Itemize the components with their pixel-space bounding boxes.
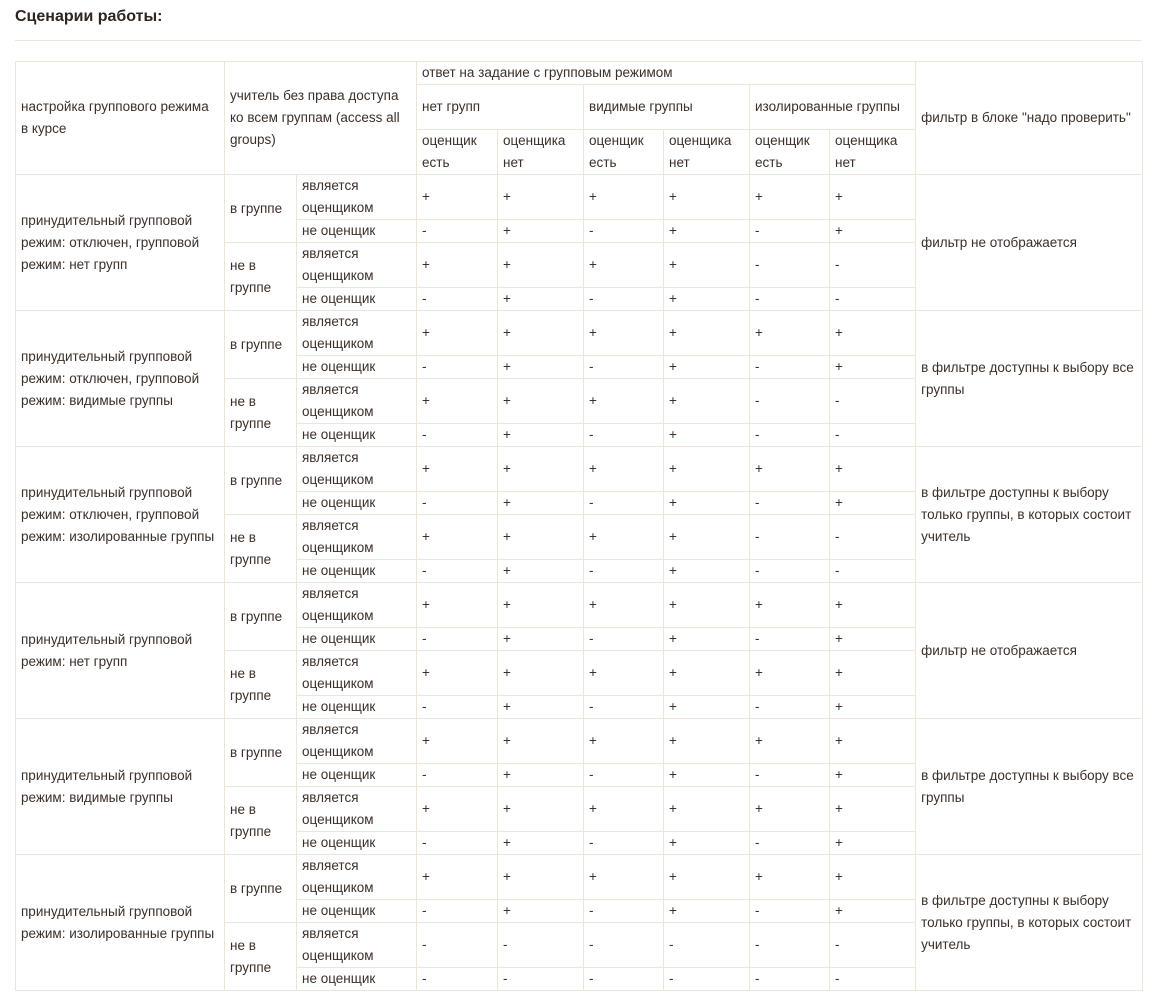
header-grader: оценщик есть — [584, 130, 664, 175]
access-value-cell: + — [498, 515, 584, 560]
grader-status-is-grader: является оценщиком — [297, 923, 417, 968]
access-value-cell: + — [664, 379, 750, 424]
access-value-cell: + — [417, 379, 498, 424]
access-value-cell: - — [750, 515, 830, 560]
access-value-cell: + — [417, 447, 498, 492]
access-value-cell: + — [584, 719, 664, 764]
access-value-cell: + — [584, 243, 664, 288]
header-answer: ответ на задание с групповым режимом — [417, 62, 916, 85]
access-value-cell: + — [584, 787, 664, 832]
access-value-cell: + — [498, 447, 584, 492]
access-value-cell: - — [584, 492, 664, 515]
grader-status-is-grader: является оценщиком — [297, 447, 417, 492]
grader-status-not-grader: не оценщик — [297, 492, 417, 515]
access-value-cell: + — [498, 220, 584, 243]
header-group-none: нет групп — [417, 85, 584, 130]
access-value-cell: + — [498, 288, 584, 311]
access-value-cell: - — [417, 492, 498, 515]
access-value-cell: - — [417, 832, 498, 855]
access-value-cell: - — [584, 968, 664, 991]
access-value-cell: + — [830, 855, 916, 900]
access-value-cell: + — [750, 719, 830, 764]
access-value-cell: + — [498, 356, 584, 379]
access-value-cell: + — [664, 220, 750, 243]
access-value-cell: - — [830, 288, 916, 311]
grader-status-not-grader: не оценщик — [297, 900, 417, 923]
table-row — [16, 719, 1143, 764]
section-filter: в фильтре доступны к выбору только группы, в которых состоит учитель — [916, 855, 1143, 991]
access-value-cell: + — [664, 356, 750, 379]
access-value-cell: + — [664, 311, 750, 356]
access-value-cell: - — [750, 900, 830, 923]
access-value-cell: - — [584, 560, 664, 583]
access-value-cell: + — [664, 764, 750, 787]
access-value-cell: - — [417, 968, 498, 991]
teacher-not-in-group: не в группе — [225, 243, 297, 311]
access-value-cell: - — [750, 424, 830, 447]
grader-status-not-grader: не оценщик — [297, 356, 417, 379]
table-row — [16, 855, 1143, 900]
section-filter: в фильтре доступны к выбору все группы — [916, 719, 1143, 855]
access-value-cell: + — [830, 220, 916, 243]
access-value-cell: + — [417, 311, 498, 356]
grader-status-not-grader: не оценщик — [297, 628, 417, 651]
access-value-cell: + — [830, 832, 916, 855]
grader-status-is-grader: является оценщиком — [297, 175, 417, 220]
teacher-not-in-group: не в группе — [225, 923, 297, 991]
access-value-cell: + — [498, 764, 584, 787]
access-value-cell: + — [830, 719, 916, 764]
access-value-cell: + — [498, 696, 584, 719]
access-value-cell: + — [664, 719, 750, 764]
access-value-cell: - — [750, 696, 830, 719]
title-divider — [15, 40, 1141, 41]
header-group-visible: видимые группы — [584, 85, 750, 130]
teacher-in-group: в группе — [225, 855, 297, 923]
access-value-cell: - — [417, 288, 498, 311]
access-value-cell: + — [830, 311, 916, 356]
teacher-in-group: в группе — [225, 175, 297, 243]
access-value-cell: - — [584, 288, 664, 311]
access-value-cell: - — [584, 220, 664, 243]
access-value-cell: + — [664, 175, 750, 220]
access-value-cell: + — [498, 900, 584, 923]
access-value-cell: + — [830, 492, 916, 515]
table-body — [16, 62, 1143, 991]
access-value-cell: + — [830, 651, 916, 696]
access-value-cell: + — [830, 356, 916, 379]
access-value-cell: - — [417, 424, 498, 447]
scenarios-table — [15, 61, 1143, 991]
section-filter: в фильтре доступны к выбору только группы, в которых состоит учитель — [916, 447, 1143, 583]
access-value-cell: - — [584, 696, 664, 719]
header-grader: оценщик есть — [417, 130, 498, 175]
access-value-cell: + — [584, 651, 664, 696]
access-value-cell: - — [750, 356, 830, 379]
access-value-cell: + — [498, 719, 584, 764]
access-value-cell: + — [584, 447, 664, 492]
grader-status-is-grader: является оценщиком — [297, 651, 417, 696]
grader-status-is-grader: является оценщиком — [297, 719, 417, 764]
access-value-cell: + — [750, 787, 830, 832]
section-setting: принудительный групповой режим: отключен, групповой режим: видимые группы — [16, 311, 225, 447]
teacher-in-group: в группе — [225, 583, 297, 651]
section-setting: принудительный групповой режим: отключен, групповой режим: нет групп — [16, 175, 225, 311]
access-value-cell: + — [750, 175, 830, 220]
access-value-cell: - — [830, 379, 916, 424]
access-value-cell: + — [664, 424, 750, 447]
section-setting: принудительный групповой режим: отключен, групповой режим: изолированные группы — [16, 447, 225, 583]
section-setting: принудительный групповой режим: видимые группы — [16, 719, 225, 855]
access-value-cell: + — [750, 855, 830, 900]
access-value-cell: + — [750, 583, 830, 628]
access-value-cell: + — [664, 447, 750, 492]
access-value-cell: - — [750, 968, 830, 991]
access-value-cell: + — [498, 560, 584, 583]
page-title: Сценарии работы: — [15, 8, 163, 25]
teacher-not-in-group: не в группе — [225, 379, 297, 447]
access-value-cell: - — [417, 628, 498, 651]
access-value-cell: + — [417, 651, 498, 696]
access-value-cell: + — [830, 628, 916, 651]
section-filter: фильтр не отображается — [916, 175, 1143, 311]
access-value-cell: - — [584, 832, 664, 855]
access-value-cell: + — [417, 855, 498, 900]
access-value-cell: - — [498, 923, 584, 968]
access-value-cell: - — [830, 424, 916, 447]
header-row — [16, 62, 1143, 85]
access-value-cell: + — [498, 787, 584, 832]
access-value-cell: + — [498, 379, 584, 424]
access-value-cell: + — [417, 515, 498, 560]
access-value-cell: - — [830, 560, 916, 583]
access-value-cell: + — [584, 855, 664, 900]
access-value-cell: - — [750, 288, 830, 311]
access-value-cell: + — [830, 787, 916, 832]
access-value-cell: - — [750, 220, 830, 243]
access-value-cell: + — [664, 492, 750, 515]
table-row — [16, 447, 1143, 492]
table-row — [16, 583, 1143, 628]
section-filter: в фильтре доступны к выбору все группы — [916, 311, 1143, 447]
grader-status-is-grader: является оценщиком — [297, 787, 417, 832]
header-group-isolated: изолированные группы — [750, 85, 916, 130]
access-value-cell: - — [750, 560, 830, 583]
access-value-cell: + — [417, 719, 498, 764]
access-value-cell: + — [750, 311, 830, 356]
access-value-cell: + — [498, 243, 584, 288]
teacher-not-in-group: не в группе — [225, 787, 297, 855]
grader-status-not-grader: не оценщик — [297, 220, 417, 243]
grader-status-is-grader: является оценщиком — [297, 311, 417, 356]
access-value-cell: + — [584, 175, 664, 220]
header-grader: оценщика нет — [498, 130, 584, 175]
section-setting: принудительный групповой режим: нет групп — [16, 583, 225, 719]
access-value-cell: - — [750, 492, 830, 515]
access-value-cell: + — [830, 764, 916, 787]
access-value-cell: - — [750, 379, 830, 424]
access-value-cell: - — [750, 243, 830, 288]
grader-status-is-grader: является оценщиком — [297, 515, 417, 560]
access-value-cell: + — [498, 424, 584, 447]
teacher-not-in-group: не в группе — [225, 651, 297, 719]
grader-status-not-grader: не оценщик — [297, 832, 417, 855]
grader-status-not-grader: не оценщик — [297, 560, 417, 583]
access-value-cell: - — [584, 424, 664, 447]
grader-status-is-grader: является оценщиком — [297, 379, 417, 424]
access-value-cell: + — [584, 311, 664, 356]
access-value-cell: + — [664, 288, 750, 311]
access-value-cell: + — [664, 855, 750, 900]
teacher-in-group: в группе — [225, 447, 297, 515]
table-row — [16, 175, 1143, 220]
header-filter: фильтр в блоке "надо проверить" — [916, 62, 1143, 175]
access-value-cell: - — [417, 220, 498, 243]
access-value-cell: - — [584, 628, 664, 651]
access-value-cell: + — [498, 651, 584, 696]
access-value-cell: - — [750, 832, 830, 855]
access-value-cell: - — [750, 923, 830, 968]
access-value-cell: + — [664, 832, 750, 855]
access-value-cell: + — [498, 628, 584, 651]
grader-status-is-grader: является оценщиком — [297, 855, 417, 900]
grader-status-not-grader: не оценщик — [297, 968, 417, 991]
access-value-cell: - — [830, 923, 916, 968]
access-value-cell: - — [830, 968, 916, 991]
access-value-cell: - — [417, 560, 498, 583]
access-value-cell: + — [830, 583, 916, 628]
access-value-cell: - — [417, 764, 498, 787]
access-value-cell: - — [664, 968, 750, 991]
header-grader: оценщика нет — [830, 130, 916, 175]
access-value-cell: + — [498, 175, 584, 220]
section-setting: принудительный групповой режим: изолированные группы — [16, 855, 225, 991]
access-value-cell: + — [664, 900, 750, 923]
grader-status-not-grader: не оценщик — [297, 424, 417, 447]
access-value-cell: + — [750, 447, 830, 492]
access-value-cell: + — [830, 447, 916, 492]
access-value-cell: + — [830, 175, 916, 220]
access-value-cell: + — [417, 243, 498, 288]
access-value-cell: + — [664, 651, 750, 696]
access-value-cell: - — [664, 923, 750, 968]
access-value-cell: + — [498, 492, 584, 515]
access-value-cell: + — [664, 560, 750, 583]
access-value-cell: - — [750, 764, 830, 787]
access-value-cell: - — [584, 923, 664, 968]
access-value-cell: + — [664, 515, 750, 560]
header-grader: оценщика нет — [664, 130, 750, 175]
access-value-cell: + — [498, 311, 584, 356]
header-teacher: учитель без права доступа ко всем группам (access all groups) — [225, 62, 417, 175]
grader-status-is-grader: является оценщиком — [297, 583, 417, 628]
grader-status-not-grader: не оценщик — [297, 764, 417, 787]
grader-status-not-grader: не оценщик — [297, 288, 417, 311]
access-value-cell: + — [498, 832, 584, 855]
access-value-cell: + — [417, 175, 498, 220]
access-value-cell: + — [584, 379, 664, 424]
access-value-cell: + — [750, 651, 830, 696]
access-value-cell: + — [664, 787, 750, 832]
grader-status-is-grader: является оценщиком — [297, 243, 417, 288]
header-grader: оценщик есть — [750, 130, 830, 175]
section-filter: фильтр не отображается — [916, 583, 1143, 719]
grader-status-not-grader: не оценщик — [297, 696, 417, 719]
access-value-cell: - — [750, 628, 830, 651]
access-value-cell: + — [664, 243, 750, 288]
access-value-cell: + — [664, 696, 750, 719]
access-value-cell: - — [417, 900, 498, 923]
access-value-cell: + — [664, 583, 750, 628]
access-value-cell: + — [498, 583, 584, 628]
access-value-cell: - — [498, 968, 584, 991]
access-value-cell: + — [417, 787, 498, 832]
access-value-cell: + — [584, 583, 664, 628]
access-value-cell: + — [584, 515, 664, 560]
access-value-cell: - — [584, 356, 664, 379]
header-setting: настройка группового режима в курсе — [16, 62, 225, 175]
access-value-cell: - — [417, 923, 498, 968]
access-value-cell: + — [664, 628, 750, 651]
teacher-in-group: в группе — [225, 719, 297, 787]
access-value-cell: - — [584, 900, 664, 923]
teacher-in-group: в группе — [225, 311, 297, 379]
access-value-cell: - — [830, 515, 916, 560]
access-value-cell: - — [417, 696, 498, 719]
access-value-cell: + — [830, 900, 916, 923]
table-row — [16, 311, 1143, 356]
access-value-cell: + — [830, 696, 916, 719]
access-value-cell: - — [417, 356, 498, 379]
access-value-cell: - — [830, 243, 916, 288]
teacher-not-in-group: не в группе — [225, 515, 297, 583]
access-value-cell: - — [584, 764, 664, 787]
access-value-cell: + — [498, 855, 584, 900]
access-value-cell: + — [417, 583, 498, 628]
